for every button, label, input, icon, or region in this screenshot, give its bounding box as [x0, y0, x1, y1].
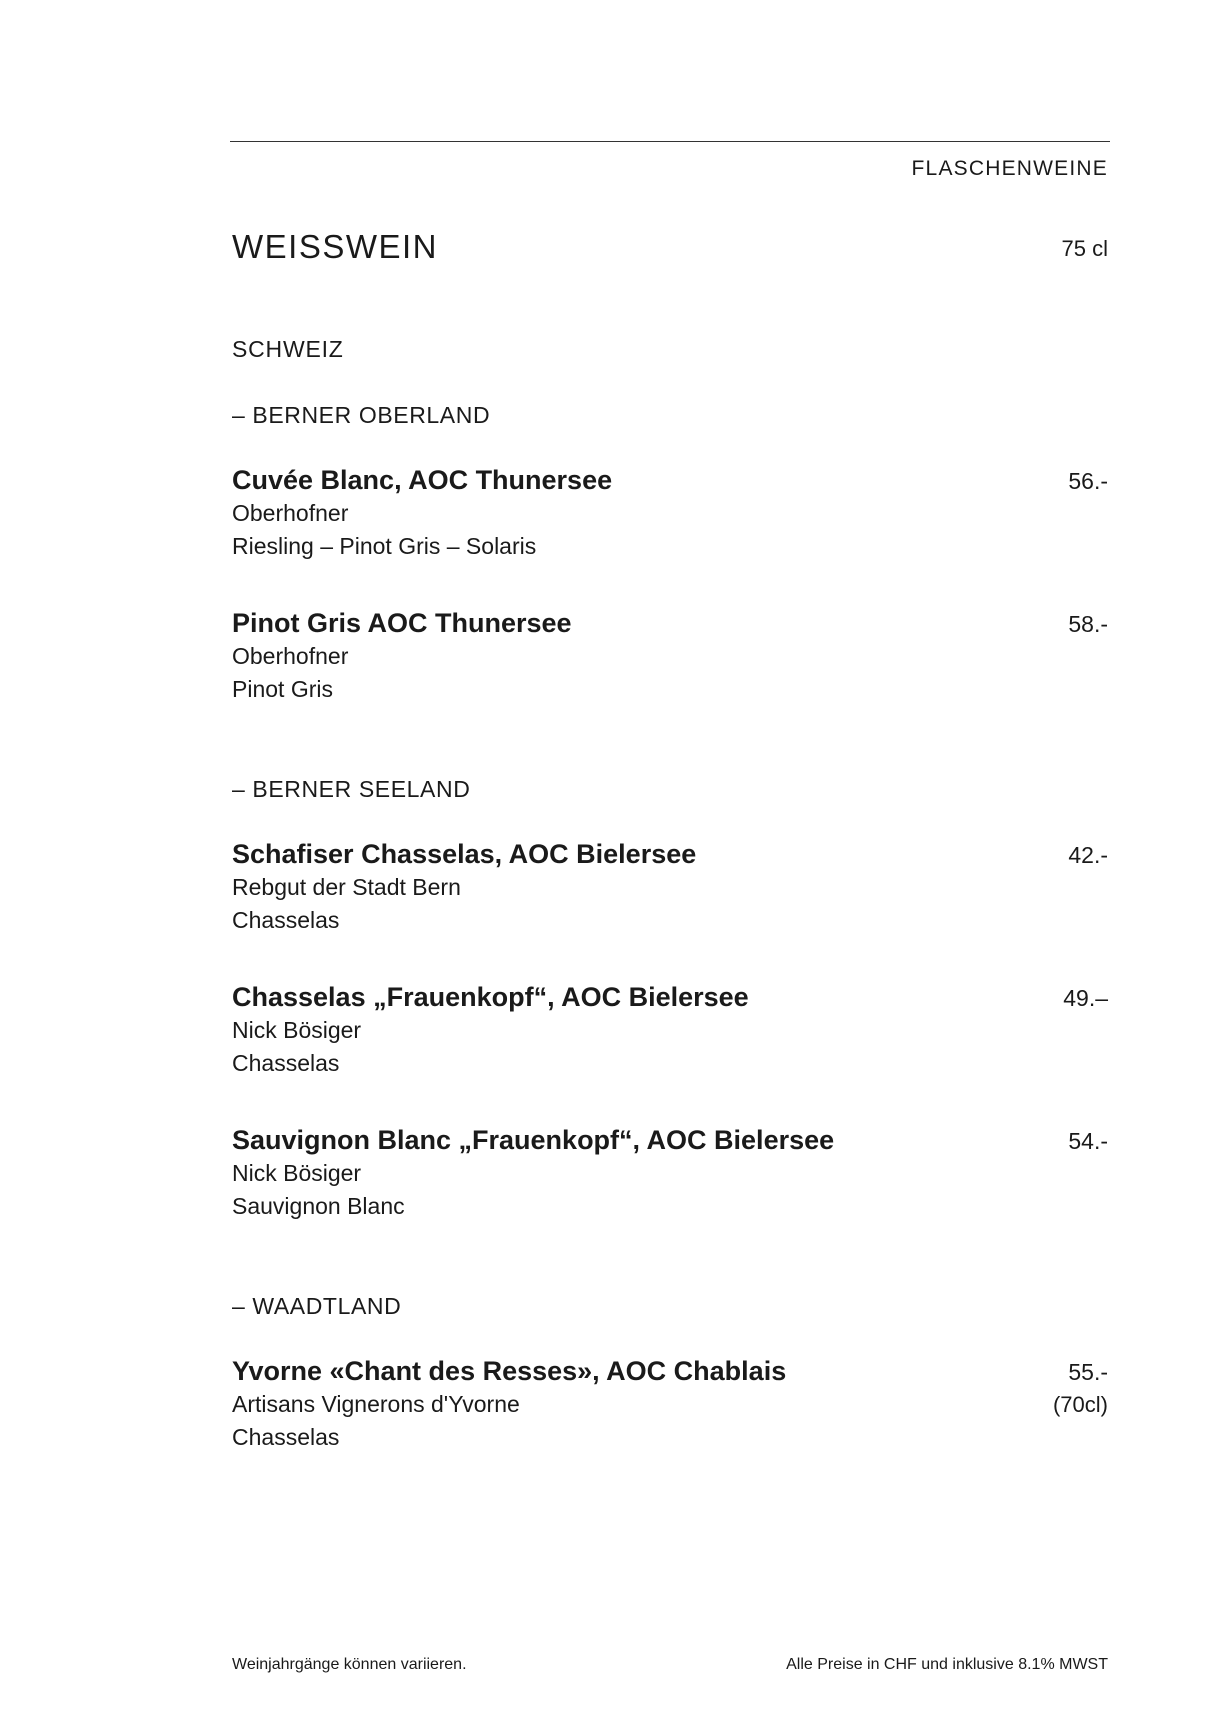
wine-name: Pinot Gris AOC Thunersee: [232, 608, 572, 638]
wine-volume-note: (70cl): [1052, 1392, 1108, 1417]
region-heading-berner-oberland: – BERNER OBERLAND: [232, 402, 491, 428]
wine-item: [232, 1354, 1108, 1454]
section-label: FLASCHENWEINE: [911, 157, 1108, 180]
wine-item: [232, 980, 1108, 1080]
wine-name: Sauvignon Blanc „Frauenkopf“, AOC Bielersee: [232, 1125, 835, 1155]
wine-price: 54.-: [1068, 1128, 1108, 1154]
wine-grapes: Chasselas: [232, 907, 340, 933]
vintage-disclaimer: Weinjahrgänge können variieren.: [232, 1656, 467, 1673]
wine-price: 49.–: [1063, 985, 1108, 1011]
wine-item: [232, 463, 1108, 563]
wine-price: 56.-: [1068, 468, 1108, 494]
wine-item: [232, 1123, 1108, 1223]
wine-producer: Artisans Vignerons d'Yvorne: [232, 1391, 520, 1417]
wine-producer: Rebgut der Stadt Bern: [232, 874, 461, 900]
country-heading: SCHWEIZ: [232, 336, 344, 362]
wine-item: [232, 837, 1108, 937]
wine-name: Chasselas „Frauenkopf“, AOC Bielersee: [232, 982, 749, 1012]
price-disclaimer: Alle Preise in CHF und inklusive 8.1% MWST: [786, 1656, 1108, 1673]
region-heading-berner-seeland: – BERNER SEELAND: [232, 776, 471, 802]
wine-price: 55.-: [1068, 1359, 1108, 1385]
wine-producer: Nick Bösiger: [232, 1017, 362, 1043]
wine-grapes: Pinot Gris: [232, 676, 333, 702]
wine-producer: Nick Bösiger: [232, 1160, 362, 1186]
wine-price: 58.-: [1068, 611, 1108, 637]
wine-name: Schafiser Chasselas, AOC Bielersee: [232, 839, 697, 869]
bottle-volume: 75 cl: [1061, 236, 1108, 261]
wine-grapes: Sauvignon Blanc: [232, 1193, 405, 1219]
wine-price: 42.-: [1068, 842, 1108, 868]
wine-grapes: Chasselas: [232, 1424, 340, 1450]
wine-item: [232, 606, 1108, 706]
page-title: WEISSWEIN: [232, 228, 439, 265]
wine-grapes: Riesling – Pinot Gris – Solaris: [232, 533, 537, 559]
wine-name: Yvorne «Chant des Resses», AOC Chablais: [232, 1356, 787, 1386]
region-heading-waadtland: – WAADTLAND: [232, 1293, 402, 1319]
wine-grapes: Chasselas: [232, 1050, 340, 1076]
wine-name: Cuvée Blanc, AOC Thunersee: [232, 465, 613, 495]
header-divider: [230, 141, 1110, 142]
wine-producer: Oberhofner: [232, 643, 349, 669]
wine-producer: Oberhofner: [232, 500, 349, 526]
